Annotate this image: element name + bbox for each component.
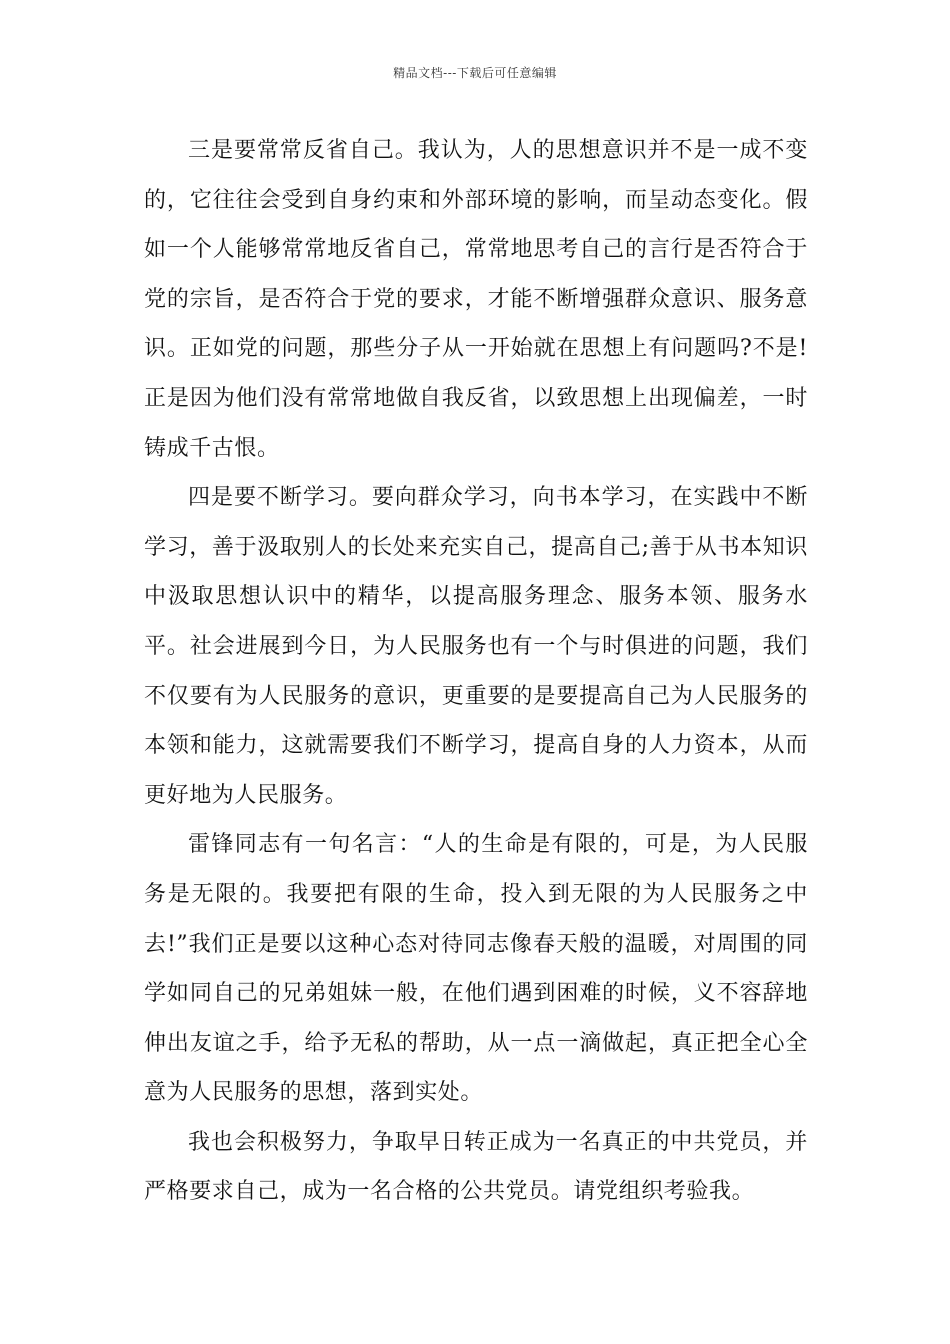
document-body	[144, 126, 808, 1217]
paragraph-closing: 我也会积极努力，争取早日转正成为一名真正的中共党员，并严格要求自己，成为一名合格的公共党员。请党组织考验我。	[144, 1129, 808, 1205]
paragraph-learning: 四是要不断学习。要向群众学习，向书本学习，在实践中不断学习，善于汲取别人的长处来充实自己，提高自己;善于从书本知识中汲取思想认识中的精华，以提高服务理念、服务本领、服务水平。社会进展到今日，为人民服务也有一个与时俱进的问题，我们不仅要有为人民服务的意识，更重要的是要提高自己为人民服务的本领和能力，这就需要我们不断学习，提高自身的人力资本，从而更好地为人民服务。	[144, 485, 808, 808]
page-header: 精品文档---下载后可任意编辑	[393, 66, 557, 80]
paragraph-reflection: 三是要常常反省自己。我认为，人的思想意识并不是一成不变的，它往往会受到自身约束和外部环境的影响，而呈动态变化。假如一个人能够常常地反省自己，常常地思考自己的言行是否符合于党的宗旨，是否符合于党的要求，才能不断增强群众意识、服务意识。正如党的问题，那些分子从一开始就在思想上有问题吗?不是!正是因为他们没有常常地做自我反省，以致思想上出现偏差，一时铸成千古恨。	[144, 138, 808, 461]
paragraph-lei-feng-quote: 雷锋同志有一句名言：“人的生命是有限的，可是，为人民服务是无限的。我要把有限的生命，投入到无限的为人民服务之中去!”我们正是要以这种心态对待同志像春天般的温暖，对周围的同学如同自己的兄弟姐妹一般，在他们遇到困难的时候，义不容辞地伸出友谊之手，给予无私的帮助，从一点一滴做起，真正把全心全意为人民服务的思想，落到实处。	[144, 832, 808, 1106]
